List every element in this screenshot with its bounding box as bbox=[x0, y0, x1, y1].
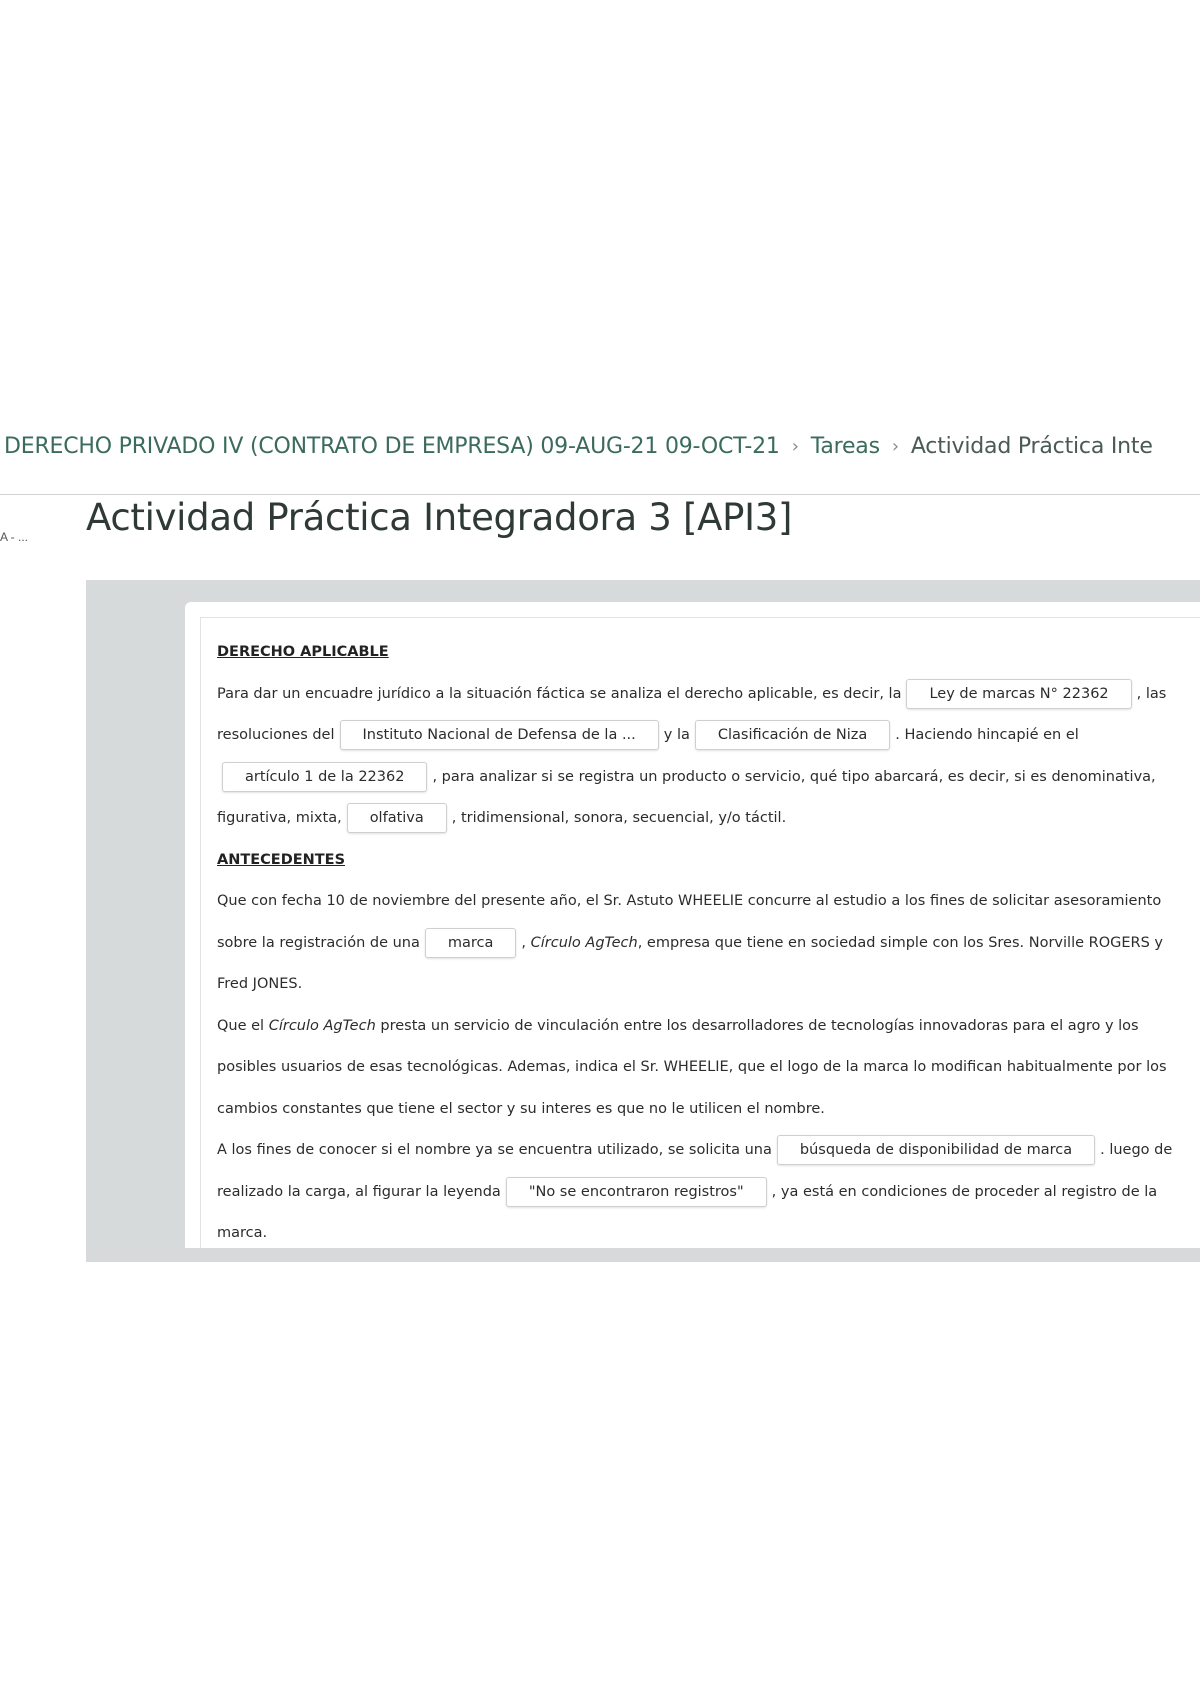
text-segment: figurativa, mixta, bbox=[217, 810, 342, 826]
text-segment: , empresa que tiene en sociedad simple con los Sres. bbox=[637, 934, 1025, 951]
breadcrumb bbox=[4, 428, 1153, 464]
text-segment: Que con fecha 10 de noviembre del presente año, el Sr. Astuto WHEELIE concurre al estudio a los fines de solicitar bbox=[217, 893, 1050, 909]
sidebar-truncated-item[interactable]: A - ... bbox=[0, 530, 29, 544]
text-segment: A los fines de conocer si el nombre ya se encuentra utilizado, se solicita una bbox=[217, 1142, 772, 1158]
question-frame bbox=[200, 617, 1200, 1248]
section-heading-derecho: DERECHO APLICABLE bbox=[217, 644, 389, 660]
text-segment: registro de la marca. bbox=[217, 1183, 1158, 1241]
drop-blank-busqueda[interactable]: búsqueda de disponibilidad de marca bbox=[777, 1135, 1095, 1165]
paragraph-antecedentes-3 bbox=[217, 1130, 1192, 1248]
drop-blank-marca[interactable]: marca bbox=[425, 928, 517, 958]
text-segment-italic: Círculo AgTech bbox=[530, 934, 638, 951]
text-segment: , ya está en condiciones de proceder al bbox=[771, 1183, 1057, 1200]
text-segment: las resoluciones del bbox=[217, 685, 1167, 743]
paragraph-antecedentes-1 bbox=[217, 881, 1192, 1006]
text-segment: , bbox=[521, 934, 527, 951]
section-heading-antecedentes: ANTECEDENTES bbox=[217, 851, 346, 868]
text-segment: Norville ROGERS y Fred JONES. bbox=[217, 934, 1163, 992]
text-segment: los cambios constantes que tiene el sector y su interes es que no le utilicen el nombre. bbox=[217, 1059, 1167, 1117]
paragraph-antecedentes-2 bbox=[217, 1006, 1192, 1131]
question-card bbox=[185, 602, 1200, 1248]
text-segment: . Haciendo hincapié en el bbox=[895, 727, 1079, 743]
drop-blank-ley-de-marcas[interactable]: Ley de marcas N° 22362 bbox=[906, 679, 1131, 709]
drop-blank-olfativa[interactable]: olfativa bbox=[347, 803, 447, 833]
text-segment: Para dar un encuadre jurídico a la situación fáctica se analiza el derecho aplicable, es decir, la bbox=[217, 685, 902, 702]
chevron-right-icon: › bbox=[791, 435, 799, 457]
text-segment: luego de realizado la carga, al figurar la leyenda bbox=[217, 1142, 1173, 1200]
drop-blank-leyenda[interactable]: "No se encontraron registros" bbox=[506, 1177, 767, 1207]
text-segment: y la bbox=[663, 727, 690, 743]
paragraph-derecho bbox=[217, 674, 1192, 840]
text-segment: asesoramiento sobre la registración de una bbox=[217, 893, 1162, 951]
drop-blank-articulo[interactable]: artículo 1 de la 22362 bbox=[222, 762, 427, 792]
text-segment: posibles usuarios de esas tecnológicas. Ademas, indica el Sr. WHEELIE, que el logo de la marca lo modifican habitualmente por bbox=[217, 1059, 1142, 1075]
text-segment: , para analizar si se registra un producto o servicio, qué tipo abarcará, es decir, si es denominativa, bbox=[432, 768, 1156, 785]
question-text bbox=[217, 632, 1192, 1248]
drop-blank-instituto[interactable]: Instituto Nacional de Defensa de la ... bbox=[340, 720, 659, 750]
text-segment: . bbox=[1100, 1142, 1105, 1158]
text-segment-italic: Círculo AgTech bbox=[268, 1017, 376, 1034]
breadcrumb-course-link[interactable]: DERECHO PRIVADO IV (CONTRATO DE EMPRESA) 09-AUG-21 09-OCT-21 bbox=[4, 433, 780, 459]
text-segment: Que el bbox=[217, 1017, 265, 1034]
text-segment: , bbox=[1136, 685, 1142, 702]
text-segment: , tridimensional, sonora, secuencial, y/o táctil. bbox=[451, 810, 787, 826]
breadcrumb-tareas-link[interactable]: Tareas bbox=[810, 433, 880, 459]
text-segment: presta un servicio de vinculación entre los desarrolladores de tecnologías innovadoras para el agro y los bbox=[380, 1017, 1139, 1034]
page-title: Actividad Práctica Integradora 3 [API3] bbox=[86, 496, 793, 539]
breadcrumb-current: Actividad Práctica Inte bbox=[910, 433, 1153, 459]
chevron-right-icon: › bbox=[891, 435, 899, 457]
drop-blank-clasificacion-niza[interactable]: Clasificación de Niza bbox=[695, 720, 890, 750]
header-divider bbox=[0, 494, 1200, 495]
